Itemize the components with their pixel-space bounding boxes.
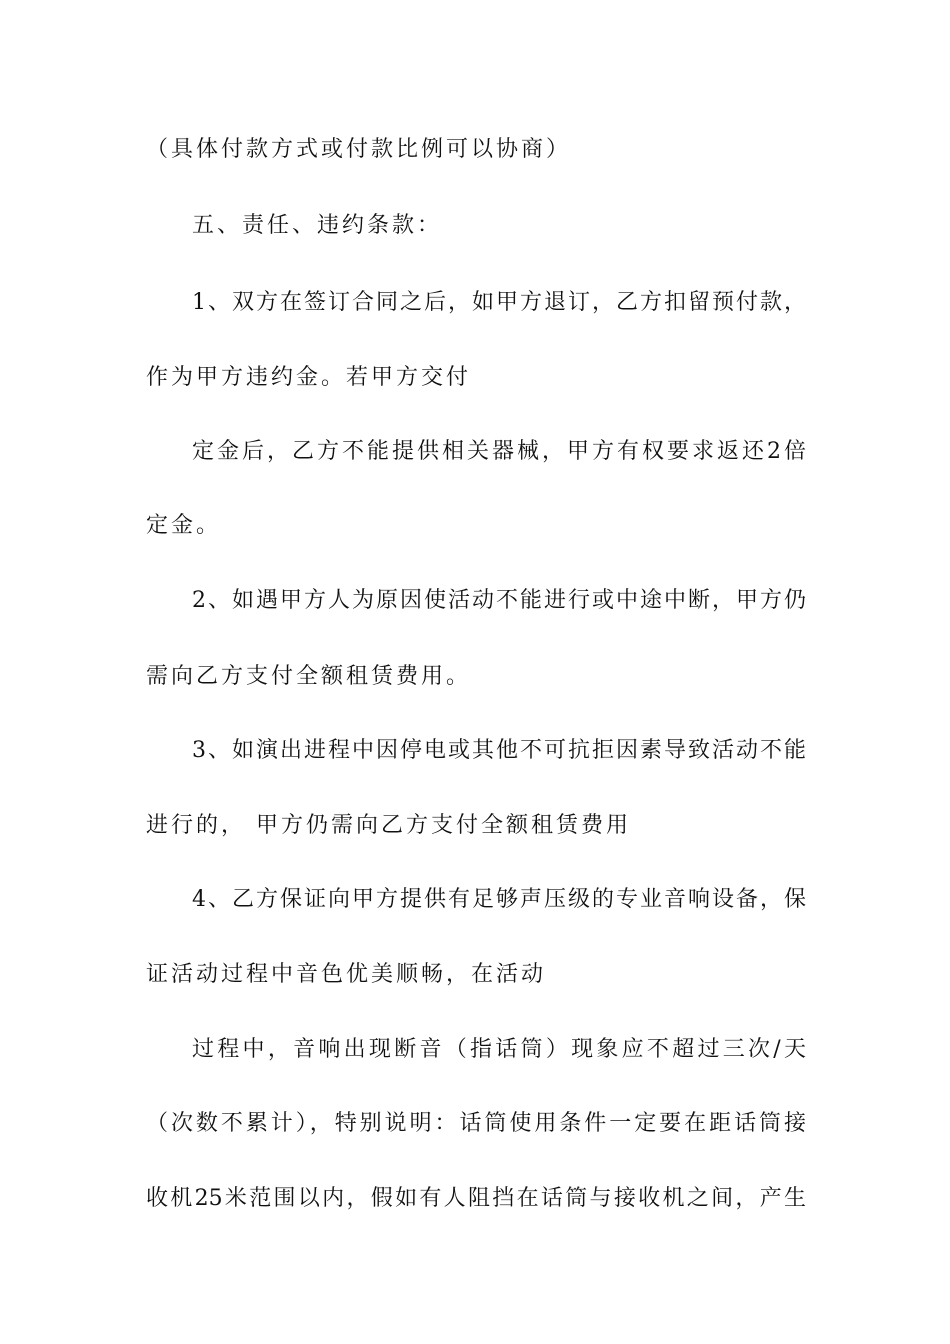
text-line: 作为甲方违约金。若甲方交付: [146, 365, 472, 390]
text-line: 2、如遇甲方人为原因使活动不能进行或中途中断，甲方仍: [192, 588, 806, 613]
text-line: 收机25米范围以内，假如有人阻挡在话筒与接收机之间，产生: [146, 1186, 806, 1211]
text-line: 3、如演出进程中因停电或其他不可抗拒因素导致活动不能: [192, 738, 806, 763]
text-line: （具体付款方式或付款比例可以协商）: [146, 137, 572, 162]
text-line: 进行的， 甲方仍需向乙方支付全额租赁费用: [146, 813, 631, 838]
text-line: 4、乙方保证向甲方提供有足够声压级的专业音响设备，保: [192, 887, 806, 912]
text-line: 1、双方在签订合同之后，如甲方退订，乙方扣留预付款，: [192, 290, 806, 315]
text-line: 过程中，音响出现断音（指话筒）现象应不超过三次/天: [192, 1037, 806, 1062]
text-line: 定金。: [146, 513, 222, 538]
text-line: （次数不累计），特别说明：话筒使用条件一定要在距话筒接: [146, 1111, 806, 1136]
text-line: 需向乙方支付全额租赁费用。: [146, 664, 472, 689]
text-line: 定金后，乙方不能提供相关器械，甲方有权要求返还2倍: [192, 439, 806, 464]
text-line: 证活动过程中音色优美顺畅，在活动: [146, 962, 547, 987]
section-heading: 五、责任、违约条款：: [192, 213, 443, 238]
